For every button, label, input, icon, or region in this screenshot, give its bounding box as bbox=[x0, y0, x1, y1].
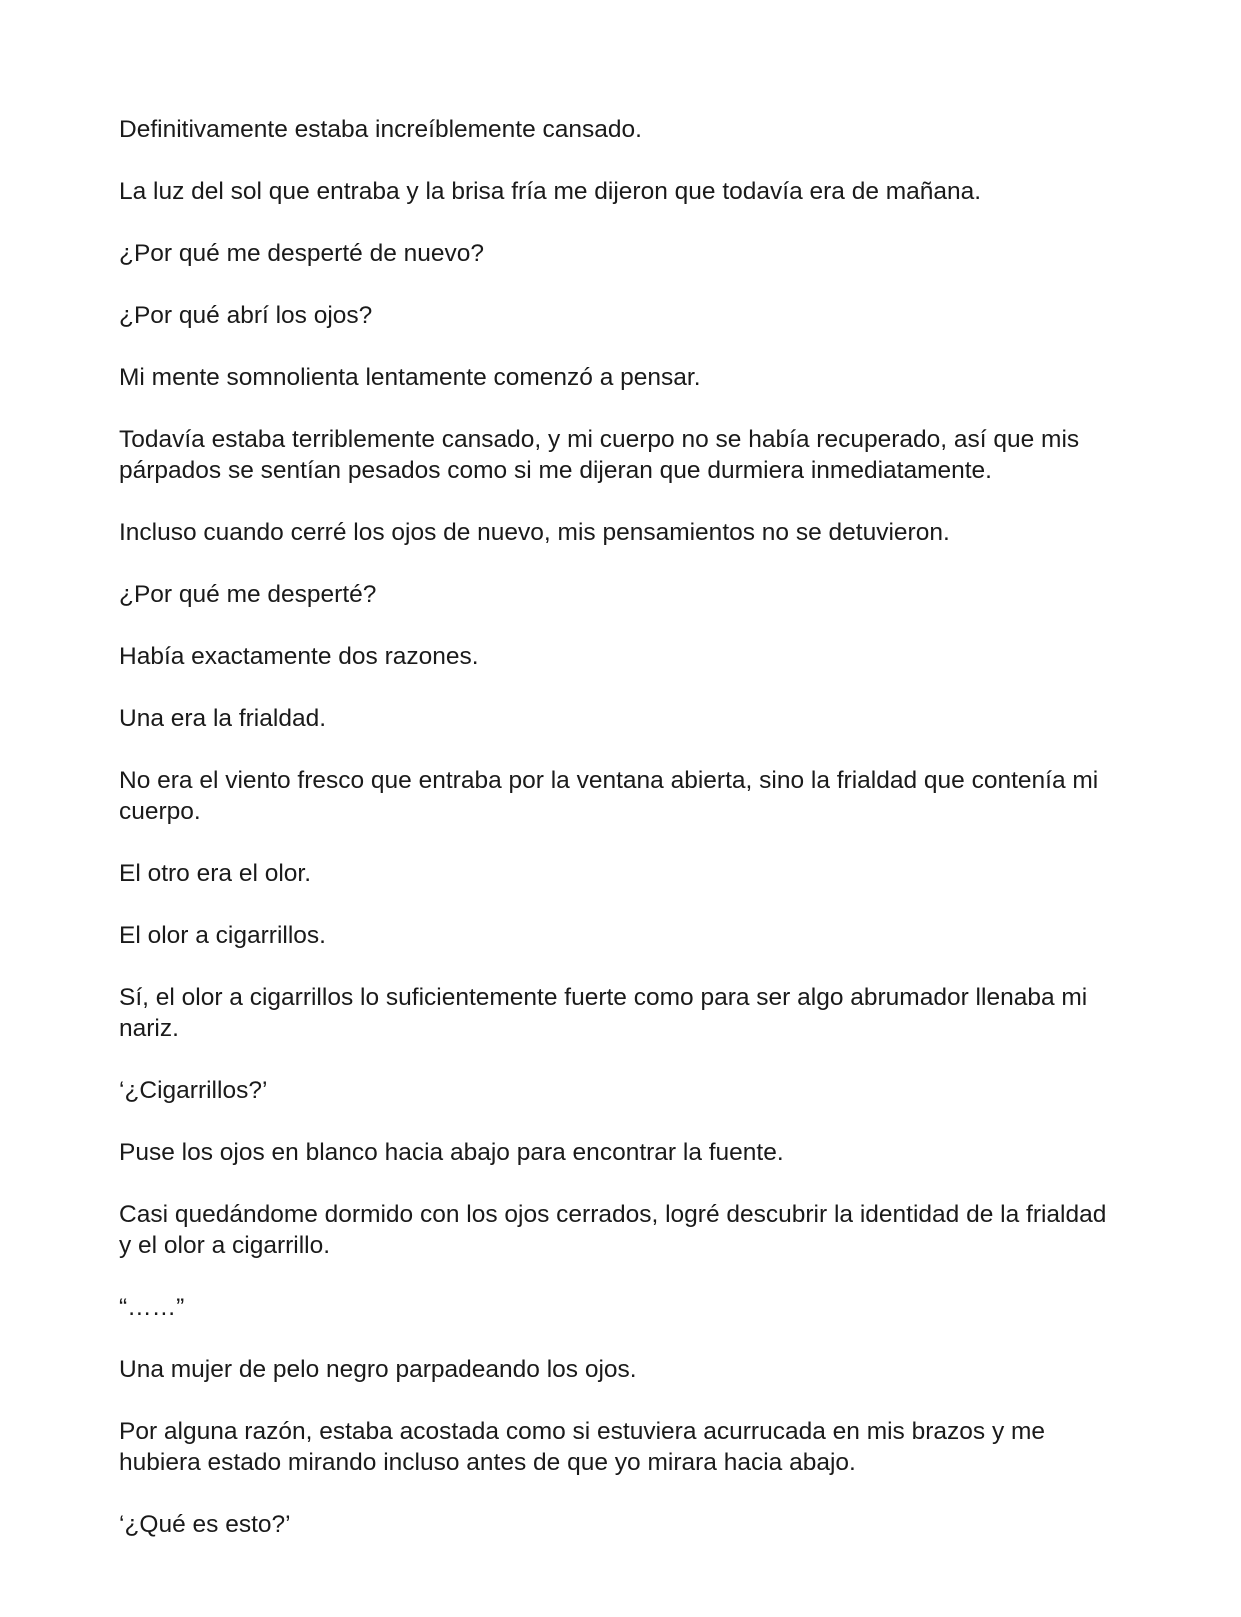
paragraph: ‘¿Qué es esto?’ bbox=[119, 1511, 291, 1538]
paragraph: Una mujer de pelo negro parpadeando los ojos. bbox=[119, 1356, 637, 1383]
paragraph: ¿Por qué abrí los ojos? bbox=[119, 302, 373, 329]
paragraph: La luz del sol que entraba y la brisa fría me dijeron que todavía era de mañana. bbox=[119, 178, 982, 205]
paragraph: ¿Por qué me desperté de nuevo? bbox=[119, 240, 485, 267]
paragraph: Por alguna razón, estaba acostada como si estuviera acurrucada en mis brazos y me hubiera estado mirando incluso antes de que yo mirara hacia abajo. bbox=[119, 1418, 1046, 1476]
paragraph: “……” bbox=[119, 1294, 185, 1321]
paragraph: Había exactamente dos razones. bbox=[119, 643, 479, 670]
paragraph: Casi quedándome dormido con los ojos cerrados, logré descubrir la identidad de la frialdad y el olor a cigarrillo. bbox=[119, 1201, 1107, 1259]
paragraph: Definitivamente estaba increíblemente cansado. bbox=[119, 116, 642, 143]
paragraph: Una era la frialdad. bbox=[119, 705, 327, 732]
paragraph: No era el viento fresco que entraba por la ventana abierta, sino la frialdad que contenía mi cuerpo. bbox=[119, 767, 1099, 825]
paragraph: ‘¿Cigarrillos?’ bbox=[119, 1077, 268, 1104]
paragraph: El otro era el olor. bbox=[119, 860, 312, 887]
paragraph: Incluso cuando cerré los ojos de nuevo, mis pensamientos no se detuvieron. bbox=[119, 519, 950, 546]
paragraph: Puse los ojos en blanco hacia abajo para encontrar la fuente. bbox=[119, 1139, 784, 1166]
paragraph: ¿Por qué me desperté? bbox=[119, 581, 377, 608]
document-body bbox=[119, 114, 1124, 1571]
paragraph: Todavía estaba terriblemente cansado, y mi cuerpo no se había recuperado, así que mis párpados se sentían pesados como si me dijeran que durmiera inmediatamente. bbox=[119, 426, 1080, 484]
paragraph: Mi mente somnolienta lentamente comenzó a pensar. bbox=[119, 364, 701, 391]
paragraph: El olor a cigarrillos. bbox=[119, 922, 326, 949]
paragraph: Sí, el olor a cigarrillos lo suficientemente fuerte como para ser algo abrumador llenaba mi nariz. bbox=[119, 984, 1088, 1042]
